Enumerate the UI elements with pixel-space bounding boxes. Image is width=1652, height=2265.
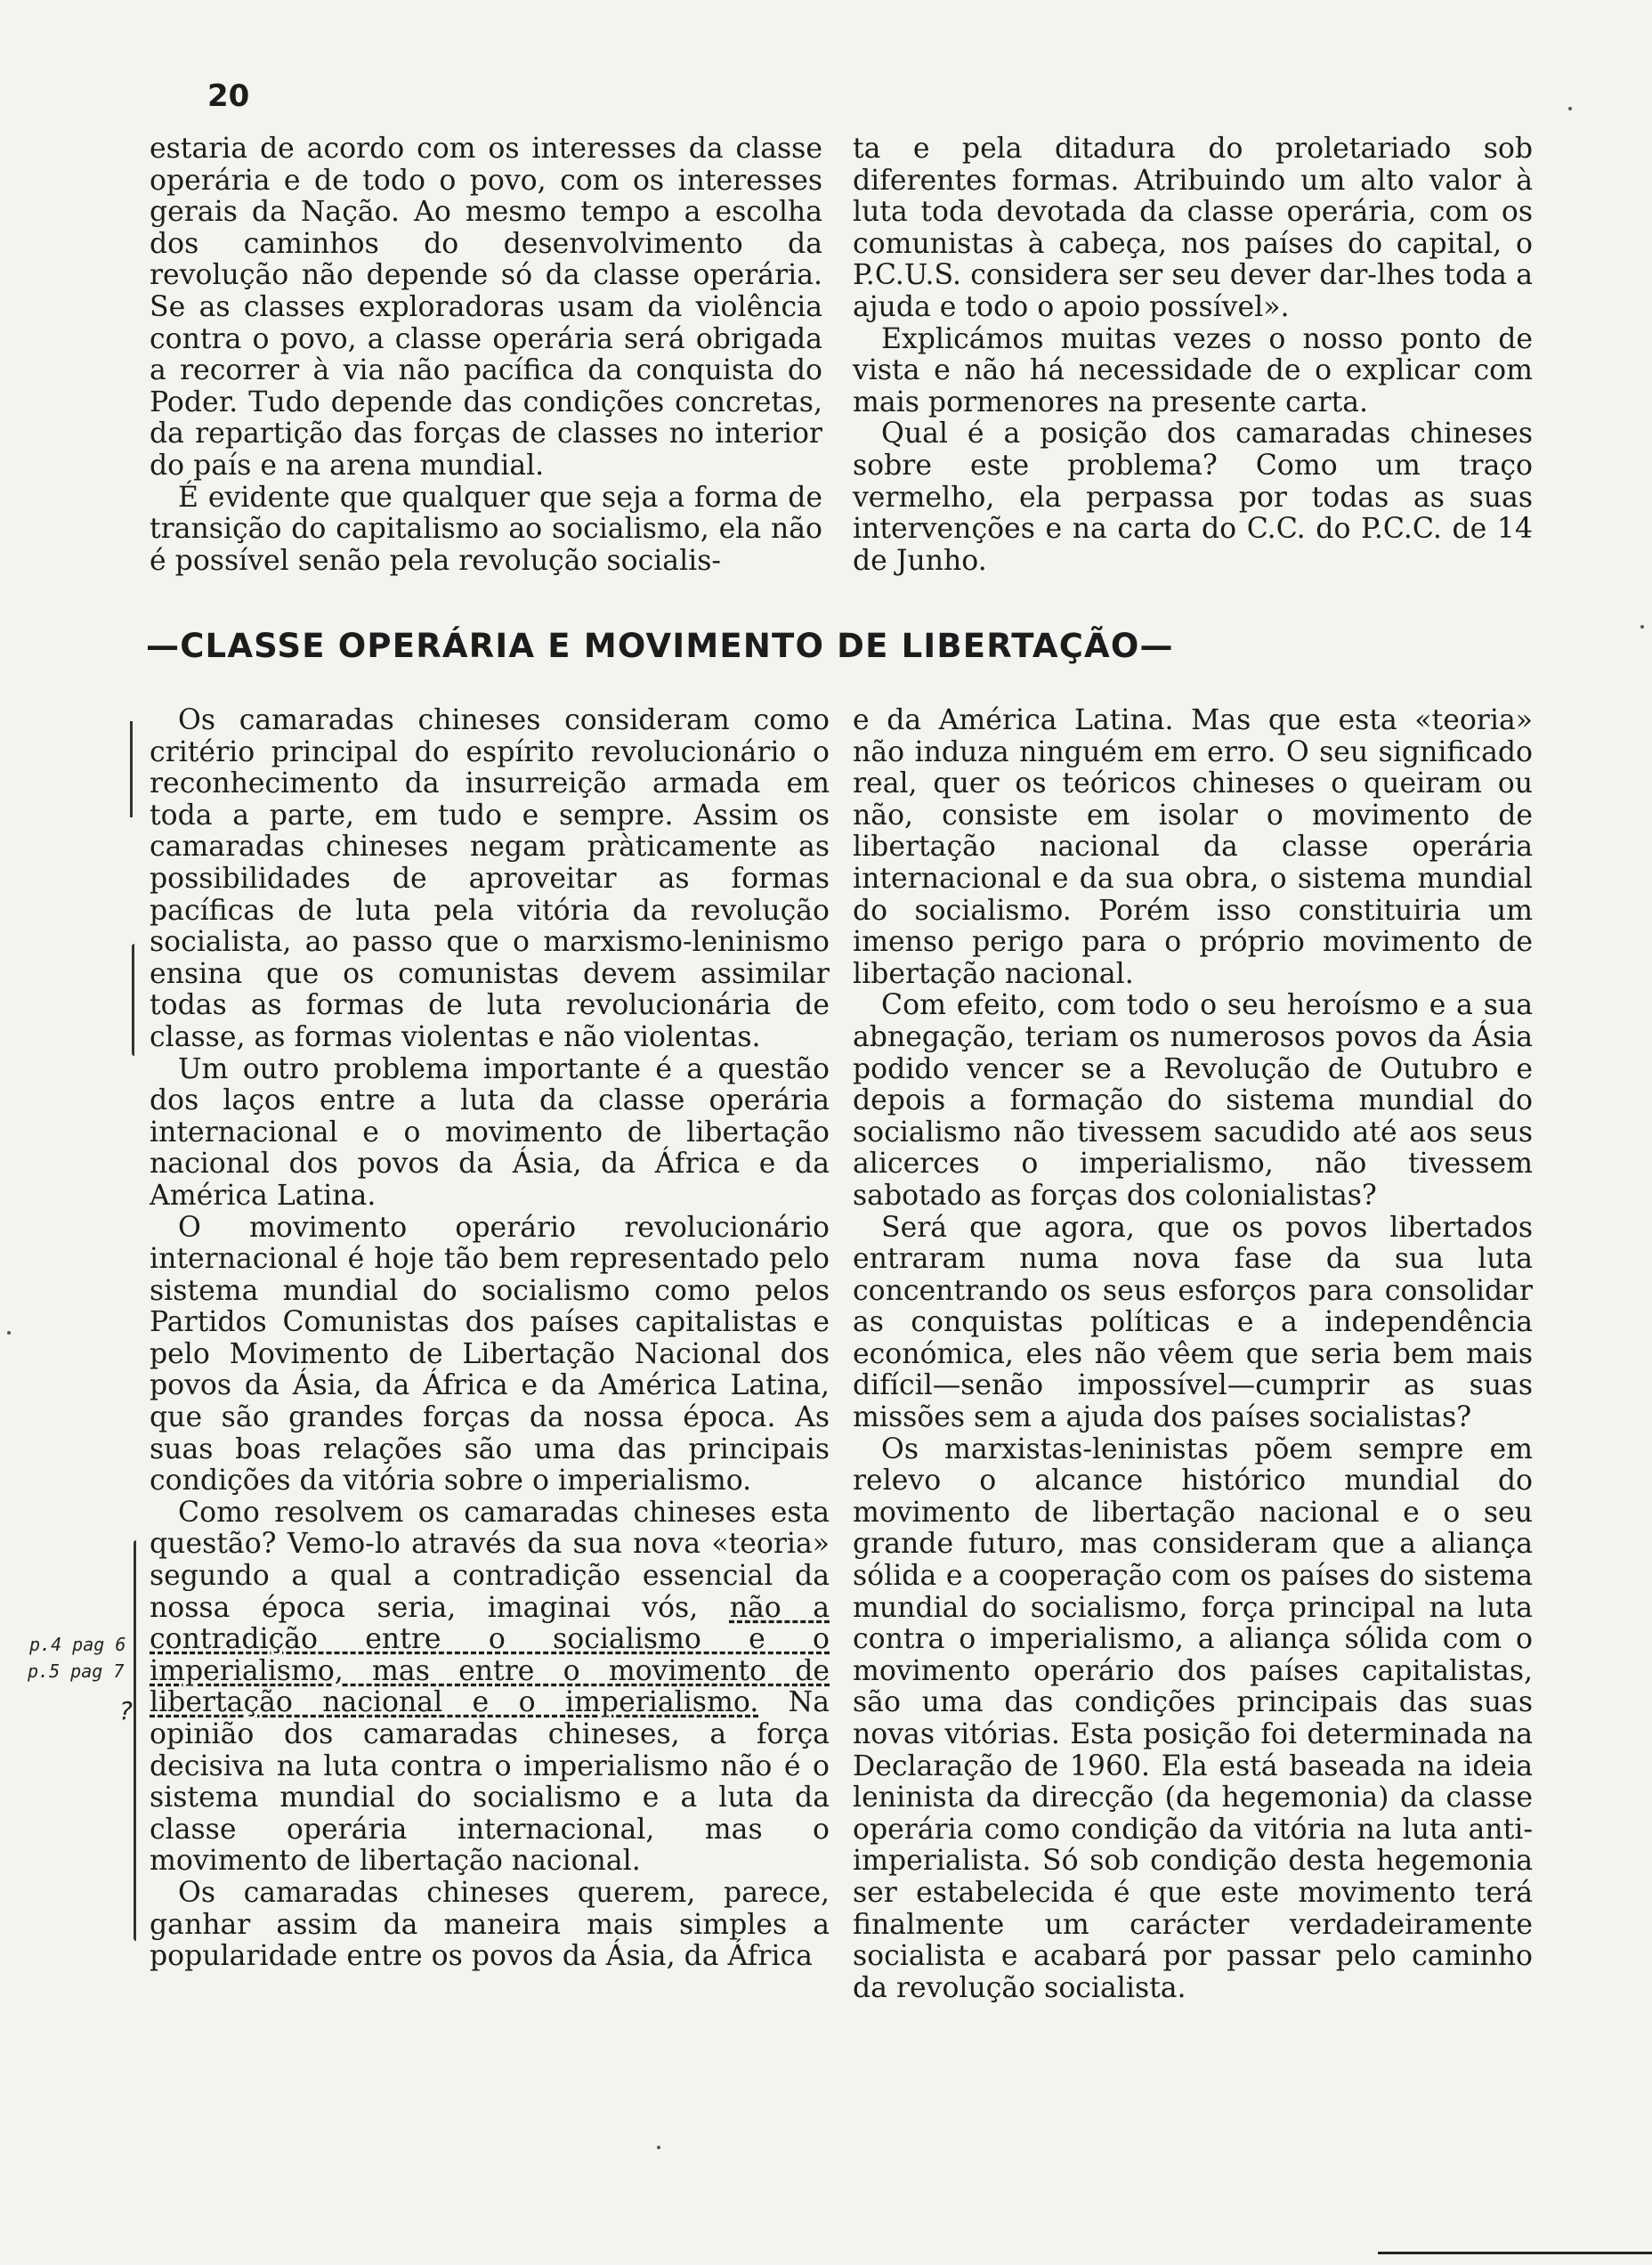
paragraph: e da América Latina. Mas que esta «teoria» não induza ninguém em erro. O seu significado real, quer os teóricos chineses o queiram ou não, consiste em isolar o movimento de libertação nacional da classe operária internacional e da sua obra, o sistema mundial do socialismo. Porém isso constituiria um imenso perigo para o próprio movimento de libertação nacional. [853,704,1533,990]
paragraph: Qual é a posição dos camaradas chineses sobre este problema? Como um traço vermelho, ela perpassa por todas as suas intervenções e na carta do C.C. do P.C.C. de 14 de Junho. [853,418,1533,577]
bottom-edge-rule [1378,2252,1652,2254]
margin-bracket [130,780,133,817]
paragraph: O movimento operário revolucionário internacional é hoje tão bem representado pelo sistema mundial do socialismo como pelos Partidos Comunistas dos países capitalistas e pelo Movimento de Libertação Nacional dos povos da Ásia, da África e da América Latina, que são grandes forças da nossa época. As suas boas relações são uma das principais condições da vitória sobre o imperialismo. [150,1211,830,1498]
bottom-left-column [150,705,830,1973]
paragraph: Com efeito, com todo o seu heroísmo e a sua abnegação, teriam os numerosos povos da Ásia podido vencer se a Revolução de Outubro e depois a formação do sistema mundial do socialismo não tivessem sacudido até aos seus alicerces o imperialismo, não tivessem sabotado as forças dos colonialistas? [853,989,1533,1212]
scan-speck [7,1331,11,1335]
top-left-column [150,134,822,577]
margin-bracket [134,1540,136,1941]
paragraph: Os camaradas chineses querem, parece, ganhar assim da maneira mais simples a popularidade entre os povos da Ásia, da África [150,1876,830,1973]
paragraph: Explicámos muitas vezes o nosso ponto de vista e não há necessidade de o explicar com mais pormenores na presente carta. [853,322,1533,418]
margin-bracket [130,721,133,783]
section-heading: —CLASSE OPERÁRIA E MOVIMENTO DE LIBERTAÇÃO— [146,627,1174,665]
top-right-column [853,134,1533,577]
handwritten-margin-note: p.4 pag 6 [29,1634,126,1655]
paragraph: Os camaradas chineses consideram como critério principal do espírito revolucionário o reconhecimento da insurreição armada em toda a parte, em tudo e sempre. Assim os camaradas chineses negam pràticamente as possibilidades de aproveitar as formas pacíficas de luta pela vitória da revolução socialista, ao passo que o marxismo-leninismo ensina que os comunistas devem assimilar todas as formas de luta revolucionária de classe, as formas violentas e não violentas. [150,704,830,1053]
underlined-passage: não a contradição entre o socialismo e o imperialismo, mas entre o movimento de libertação nacional e o imperialismo. [150,1591,830,1719]
bottom-right-column [853,705,1533,2004]
scan-speck [657,2146,660,2149]
scan-speck [1640,625,1644,629]
margin-bracket [132,944,134,1056]
page-number: 20 [207,78,250,114]
paragraph: É evidente que qualquer que seja a forma de transição do capitalismo ao socialismo, ela não é possível senão pela revolução socialis- [150,481,822,577]
paragraph: Um outro problema importante é a questão dos laços entre a luta da classe operária internacional e o movimento de libertação nacional dos povos da Ásia, da África e da América Latina. [150,1052,830,1212]
paragraph-text: Como resolvem os camaradas chineses esta questão? Vemo-lo através da sua nova «teoria» segundo a qual a contradição essencial da nossa época seria, imaginai vós, [150,1496,830,1624]
handwritten-margin-note: p.5 pag 7 [28,1660,125,1682]
paragraph-text: Na opinião dos camaradas chineses, a força decisiva na luta contra o imperialismo não é o sistema mundial do socialismo e a luta da classe operária internacional, mas o movimento de libertação nacional. [150,1686,830,1878]
scan-speck [1568,107,1572,110]
paragraph [150,1498,830,1878]
paragraph: estaria de acordo com os interesses da classe operária e de todo o povo, com os interesses gerais da Nação. Ao mesmo tempo a escolha dos caminhos do desenvolvimento da revolução não depende só da classe operária. Se as classes exploradoras usam da violência contra o povo, a classe operária será obrigada a recorrer à via não pacífica da conquista do Poder. Tudo depende das condições concretas, da repartição das forças de classes no interior do país e na arena mundial. [150,133,822,482]
paragraph: ta e pela ditadura do proletariado sob diferentes formas. Atribuindo um alto valor à luta toda devotada da classe operária, com os comunistas à cabeça, nos países do capital, o P.C.U.S. considera ser seu dever dar-lhes toda a ajuda e todo o apoio possível». [853,133,1533,323]
paragraph: Será que agora, que os povos libertados entraram numa nova fase da sua luta concentrando os seus esforços para consolidar as conquistas políticas e a independência económica, eles não vêem que seria bem mais difícil—senão impossível—cumprir as suas missões sem a ajuda dos países socialistas? [853,1211,1533,1434]
paragraph: Os marxistas-leninistas põem sempre em relevo o alcance histórico mundial do movimento de libertação nacional e o seu grande futuro, mas consideram que a aliança sólida e a cooperação com os países do sistema mundial do socialismo, força principal na luta contra o imperialismo, a aliança sólida com o movimento operário dos países capitalistas, são uma das condições principais das suas novas vitórias. Esta posição foi determinada na Declaração de 1960. Ela está baseada na ideia leninista da direcção (da hegemonia) da classe operária como condição da vitória na luta anti-imperialista. Só sob condição desta hegemonia ser estabelecida é que este movimento terá finalmente um carácter verdadeiramente socialista e acabará por passar pelo caminho da revolução socialista. [853,1433,1533,2004]
handwritten-question-mark: ? [118,1696,134,1725]
